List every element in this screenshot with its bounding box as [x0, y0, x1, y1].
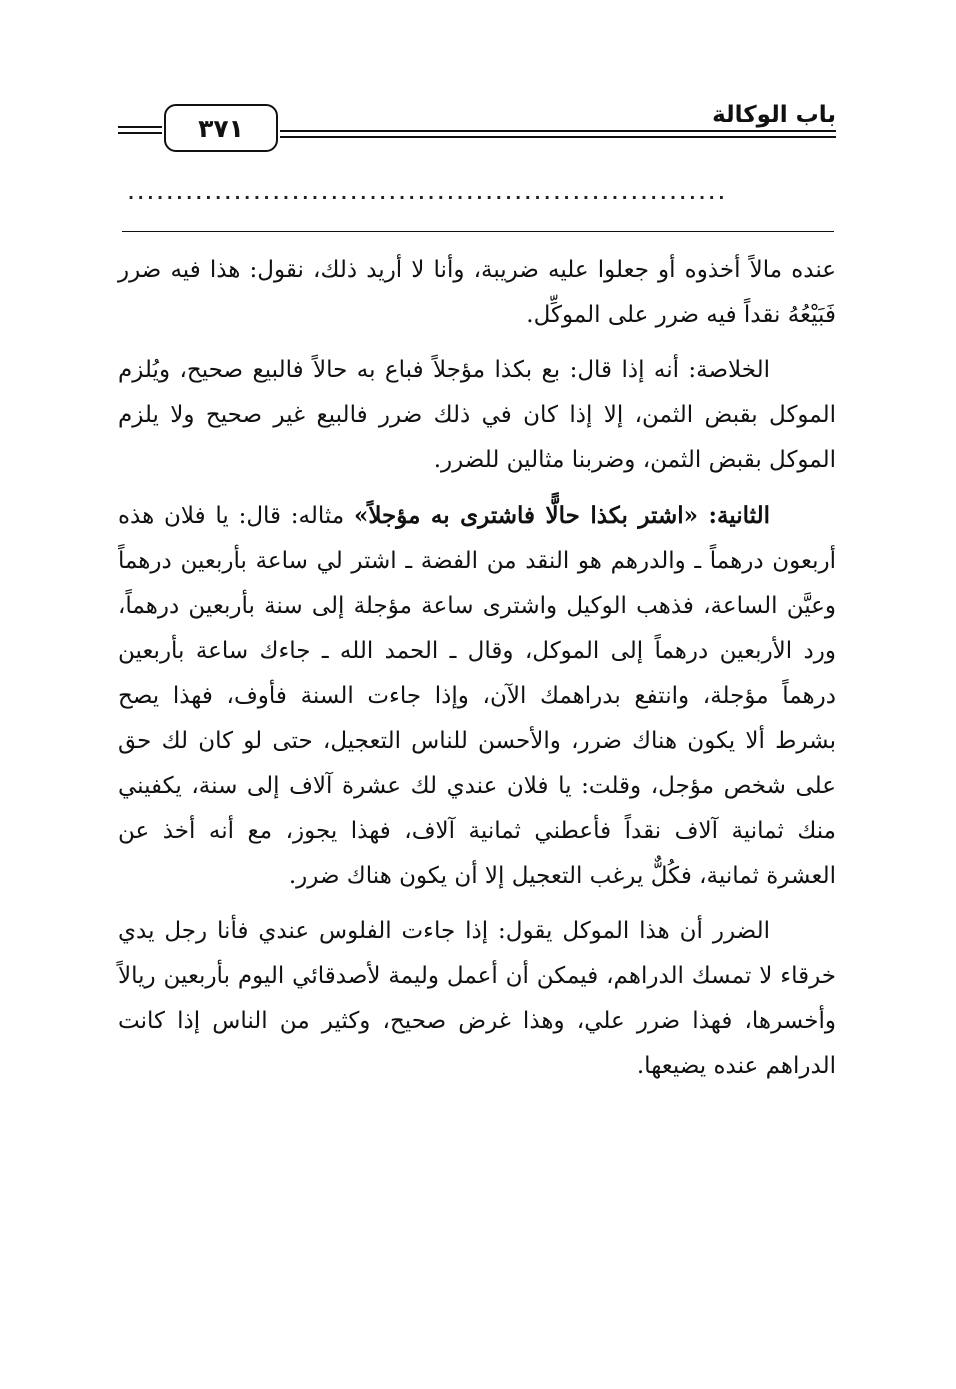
paragraph-second-case: [118, 493, 836, 899]
paragraph-summary: الخلاصة: أنه إذا قال: بع بكذا مؤجلاً فباع به حالاً فالبيع صحيح، ويُلزم الموكل بقبض الثمن، إلا إذا كان في ذلك ضرر فالبيع غير صحيح ولا يلزم الموكل بقبض الثمن، وضربنا مثالين للضرر.: [118, 357, 836, 473]
page-number: ٣٧١: [164, 104, 278, 152]
header-rule-left-bottom: [118, 132, 162, 134]
paragraph-harm-explanation: الضرر أن هذا الموكل يقول: إذا جاءت الفلوس عندي فأنا رجل يدي خرقاء لا تمسك الدراهم، فيمكن أن أعمل وليمة لأصدقائي اليوم بأربعين ريالاً وأخسرها، فهذا ضرر علي، وهذا غرض صحيح، وكثير من الناس إذا كانت الدراهم عنده يضيعها.: [118, 918, 836, 1079]
header-rule-left-top: [118, 126, 162, 128]
running-header: [118, 100, 836, 158]
dotted-separator: ..............................................................: [128, 184, 729, 203]
header-rule-right-top: [280, 130, 836, 132]
header-rule-right-bottom: [280, 136, 836, 138]
chapter-title: باب الوكالة: [712, 102, 836, 128]
paragraph-continuation: عنده مالاً أخذوه أو جعلوا عليه ضريبة، وأنا لا أريد ذلك، نقول: هذا فيه ضرر فَبَيْعُهُ نقداً فيه ضرر على الموكِّل.: [118, 257, 836, 328]
second-case-text: مثاله: قال: يا فلان هذه أربعون درهماً ـ والدرهم هو النقد من الفضة ـ اشتر لي ساعة بأربعين درهماً وعيَّن الساعة، فذهب الوكيل واشترى ساعة مؤجلة إلى سنة بأربعين درهماً، ورد الأربعين درهماً إلى الموكل، وقال ـ الحمد الله ـ جاءك ساعة بأربعين درهماً مؤجلة، وانتفع بدراهمك الآن، وإذا جاءت السنة فأوف، فهذا يصح بشرط ألا يكون هناك ضرر، والأحسن للناس التعجيل، حتى لو كان لك حق على شخص مؤجل، وقلت: يا فلان عندي لك عشرة آلاف إلى سنة، يكفيني منك ثمانية آلاف نقداً فأعطني ثمانية آلاف، فهذا يجوز، مع أنه أخذ عن العشرة ثمانية، فكُلٌّ يرغب التعجيل إلا أن يكون هناك ضرر.: [118, 503, 836, 889]
second-case-heading: الثانية: «اشتر بكذا حالًّا فاشترى به مؤجلاً»: [353, 502, 770, 529]
page-body: [118, 248, 836, 1099]
footnote-separator-line: [122, 231, 834, 232]
